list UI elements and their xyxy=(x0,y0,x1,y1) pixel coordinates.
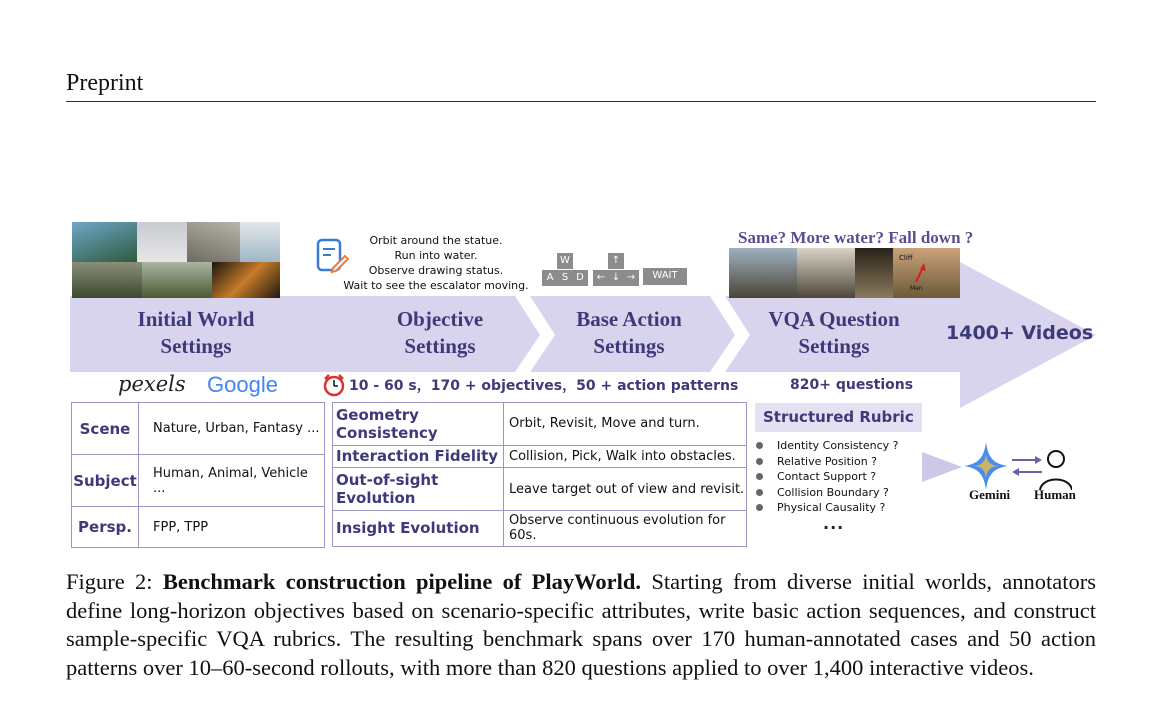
key-wait: WAIT xyxy=(643,268,687,285)
vqa-photo xyxy=(855,248,893,298)
alarm-clock-icon xyxy=(322,373,346,397)
category-label: Interaction Fidelity xyxy=(333,445,504,468)
stage-base-action: Base Action Settings xyxy=(576,307,682,358)
table-row xyxy=(333,445,747,468)
table-row xyxy=(333,468,747,511)
table-row xyxy=(333,403,747,446)
category-label: Geometry Consistency xyxy=(333,403,504,446)
vqa-example-questions: Same? More water? Fall down ? xyxy=(738,228,974,247)
table-row xyxy=(72,455,325,507)
rubric-ellipsis: ... xyxy=(823,514,845,533)
page-header: Preprint xyxy=(66,70,144,96)
world-photo-collage xyxy=(72,222,280,298)
man-label: Man xyxy=(910,285,923,292)
vqa-photo-strip xyxy=(729,248,960,298)
category-value: Observe continuous evolution for 60s. xyxy=(504,510,747,546)
key-left: ← xyxy=(593,270,609,286)
vqa-photo xyxy=(797,248,855,298)
subject-label: Subject xyxy=(72,455,139,507)
key-up: ↑ xyxy=(608,253,624,269)
caption-text: Starting from diverse initial worlds, annotators define long-horizon objectives based on scenario-specific attributes, write basic action sequences, and construct sample-specific VQA rubrics. The resulting benchmark spans over 170 human-annotated cases and 50 action patterns over 10–60-second rollouts, with more than 820 questions applied to over 1,400 interactive videos. xyxy=(66,569,1097,680)
objective-examples: Orbit around the statue. Run into water. Observe drawing status. Wait to see the escalator moving. xyxy=(343,234,529,292)
world-attribute-table xyxy=(71,402,325,548)
key-d: D xyxy=(572,270,588,286)
human-icon xyxy=(1048,451,1064,467)
scene-value: Nature, Urban, Fantasy ... xyxy=(139,403,325,455)
world-photo xyxy=(240,222,280,262)
category-value: Collision, Pick, Walk into obstacles. xyxy=(504,445,747,468)
benchmark-stats: 10 - 60 s，170 + objectives，50 + action patterns xyxy=(349,378,739,394)
header-rule xyxy=(66,101,1096,102)
world-photo xyxy=(72,262,142,298)
category-label: Out-of-sight Evolution xyxy=(333,468,504,511)
table-row xyxy=(72,403,325,455)
world-photo xyxy=(187,222,240,262)
question-count: 820+ questions xyxy=(790,377,914,393)
key-right: → xyxy=(623,270,639,286)
table-row xyxy=(333,510,747,546)
rubric-list xyxy=(756,438,899,516)
structured-rubric-title: Structured Rubric xyxy=(755,403,922,432)
gemini-label: Gemini xyxy=(969,487,1011,502)
list-item: Identity Consistency ? xyxy=(756,438,899,454)
world-photo xyxy=(212,262,280,298)
google-logo: Google xyxy=(207,372,278,397)
list-item: Physical Causality ? xyxy=(756,500,899,516)
key-down: ↓ xyxy=(608,270,624,286)
vqa-photo xyxy=(729,248,797,298)
stage-objective: Objective Settings xyxy=(396,307,484,358)
stage-vqa-question: VQA Question Settings xyxy=(768,307,900,358)
category-label: Insight Evolution xyxy=(333,510,504,546)
key-w: W xyxy=(557,253,573,269)
key-s: S xyxy=(557,270,573,286)
list-item: Relative Position ? xyxy=(756,454,899,470)
key-a: A xyxy=(542,270,558,286)
red-arrow-icon xyxy=(913,262,927,284)
list-item: Contact Support ? xyxy=(756,469,899,485)
world-photo xyxy=(142,262,212,298)
world-photo xyxy=(72,222,137,262)
table-row xyxy=(72,507,325,548)
objective-category-table xyxy=(332,402,747,547)
videos-count-label: 1400+ Videos xyxy=(946,322,1094,344)
figure-caption xyxy=(66,568,1096,682)
human-label: Human xyxy=(1034,487,1076,502)
stage-initial-world: Initial World Settings xyxy=(137,307,255,358)
caption-bold-title: Benchmark construction pipeline of PlayWorld. xyxy=(162,569,642,594)
pexels-logo: pexels xyxy=(118,372,186,396)
scene-label: Scene xyxy=(72,403,139,455)
world-photo xyxy=(137,222,187,262)
category-value: Orbit, Revisit, Move and turn. xyxy=(504,403,747,446)
list-item: Collision Boundary ? xyxy=(756,485,899,501)
cliff-label: Cliff xyxy=(899,254,913,262)
perspective-value: FPP, TPP xyxy=(139,507,325,548)
category-value: Leave target out of view and revisit. xyxy=(504,468,747,511)
perspective-label: Persp. xyxy=(72,507,139,548)
gemini-judge-graphic xyxy=(922,440,1072,492)
subject-value: Human, Animal, Vehicle ... xyxy=(139,455,325,507)
caption-label: Figure 2: xyxy=(66,569,153,594)
